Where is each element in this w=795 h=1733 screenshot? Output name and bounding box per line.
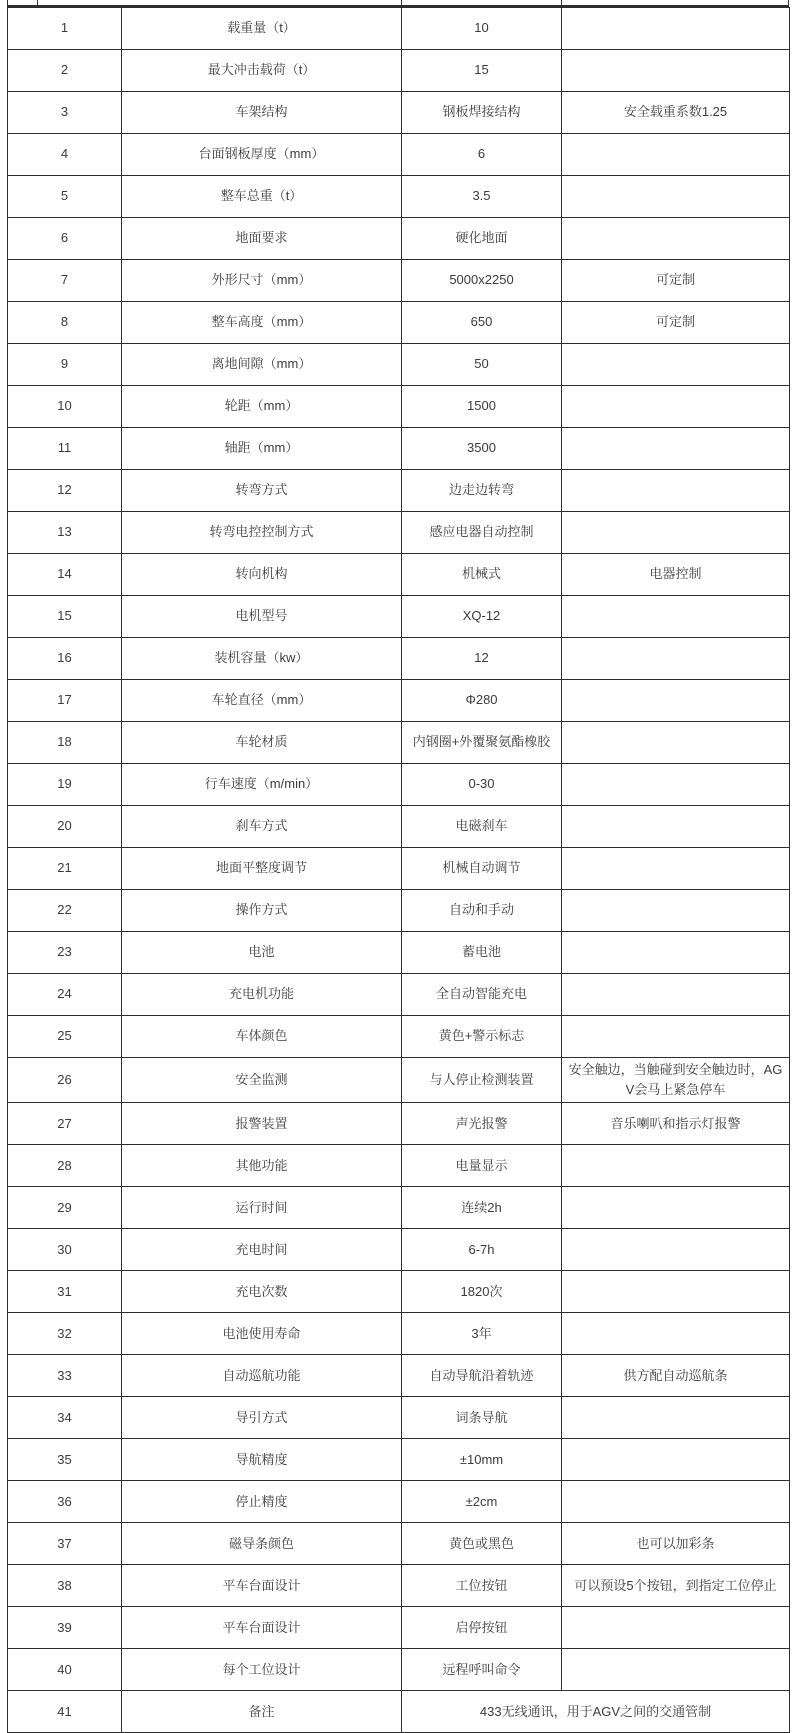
spec-name-cell: 电池	[122, 932, 402, 974]
table-row	[8, 1691, 790, 1733]
spec-note-cell: 音乐喇叭和指示灯报警	[562, 1103, 790, 1145]
table-row	[8, 1313, 790, 1355]
spec-note-cell: 安全载重系数1.25	[562, 92, 790, 134]
spec-name-cell: 装机容量（kw）	[122, 638, 402, 680]
spec-value-cell: Φ280	[402, 680, 562, 722]
table-row	[8, 932, 790, 974]
row-index-cell: 25	[8, 1016, 122, 1058]
row-index-cell: 16	[8, 638, 122, 680]
table-row	[8, 50, 790, 92]
spec-name-cell: 转弯电控控制方式	[122, 512, 402, 554]
spec-value-cell: ±2cm	[402, 1481, 562, 1523]
spec-value-cell: 12	[402, 638, 562, 680]
spec-name-cell: 导航精度	[122, 1439, 402, 1481]
table-row	[8, 680, 790, 722]
row-index-cell: 26	[8, 1058, 122, 1103]
spec-name-cell: 转弯方式	[122, 470, 402, 512]
table-row	[8, 1058, 790, 1103]
row-index-cell: 19	[8, 764, 122, 806]
row-index-cell: 13	[8, 512, 122, 554]
table-row	[8, 1649, 790, 1691]
spec-name-cell: 其他功能	[122, 1145, 402, 1187]
row-index-cell: 1	[8, 8, 122, 50]
table-row	[8, 302, 790, 344]
table-row	[8, 1565, 790, 1607]
spec-name-cell: 充电时间	[122, 1229, 402, 1271]
spec-name-cell: 车轮直径（mm）	[122, 680, 402, 722]
spec-name-cell: 地面要求	[122, 218, 402, 260]
spec-value-cell: 15	[402, 50, 562, 92]
row-index-cell: 10	[8, 386, 122, 428]
spec-note-cell	[562, 890, 790, 932]
spec-name-cell: 电机型号	[122, 596, 402, 638]
spec-value-cell: 内钢圈+外覆聚氨酯橡胶	[402, 722, 562, 764]
spec-value-cell: 边走边转弯	[402, 470, 562, 512]
table-row	[8, 1271, 790, 1313]
spec-note-cell	[562, 806, 790, 848]
spec-value-cell: 10	[402, 8, 562, 50]
spec-name-cell: 行车速度（m/min）	[122, 764, 402, 806]
row-index-cell: 27	[8, 1103, 122, 1145]
spec-value-cell: 声光报警	[402, 1103, 562, 1145]
spec-note-cell: 可以预设5个按钮，到指定工位停止	[562, 1565, 790, 1607]
spec-value-cell: 1500	[402, 386, 562, 428]
row-index-cell: 35	[8, 1439, 122, 1481]
table-row	[8, 1016, 790, 1058]
spec-note-cell	[562, 722, 790, 764]
spec-note-cell	[562, 218, 790, 260]
spec-name-cell: 备注	[122, 1691, 402, 1733]
row-index-cell: 34	[8, 1397, 122, 1439]
row-index-cell: 31	[8, 1271, 122, 1313]
spec-note-cell	[562, 512, 790, 554]
row-index-cell: 9	[8, 344, 122, 386]
spec-note-cell	[562, 596, 790, 638]
spec-value-cell: 钢板焊接结构	[402, 92, 562, 134]
spec-name-cell: 轮距（mm）	[122, 386, 402, 428]
spec-name-cell: 自动巡航功能	[122, 1355, 402, 1397]
spec-name-cell: 充电次数	[122, 1271, 402, 1313]
spec-note-cell	[562, 1649, 790, 1691]
table-row	[8, 1187, 790, 1229]
table-row	[8, 638, 790, 680]
table-row	[8, 764, 790, 806]
row-index-cell: 3	[8, 92, 122, 134]
spec-name-cell: 地面平整度调节	[122, 848, 402, 890]
spec-note-cell	[562, 1187, 790, 1229]
table-row	[8, 806, 790, 848]
spec-note-cell	[562, 428, 790, 470]
divider	[7, 0, 8, 5]
spec-value-cell: 3.5	[402, 176, 562, 218]
spec-table-container	[7, 0, 790, 1733]
spec-value-cell: 黄色或黑色	[402, 1523, 562, 1565]
spec-table-body	[8, 8, 790, 1733]
row-index-cell: 14	[8, 554, 122, 596]
table-row	[8, 596, 790, 638]
spec-value-cell: 机械式	[402, 554, 562, 596]
row-index-cell: 39	[8, 1607, 122, 1649]
table-row	[8, 1145, 790, 1187]
row-index-cell: 28	[8, 1145, 122, 1187]
spec-name-cell: 磁导条颜色	[122, 1523, 402, 1565]
spec-value-cell: 5000x2250	[402, 260, 562, 302]
table-row	[8, 218, 790, 260]
spec-value-cell: 黄色+警示标志	[402, 1016, 562, 1058]
row-index-cell: 41	[8, 1691, 122, 1733]
spec-value-cell: XQ-12	[402, 596, 562, 638]
table-row	[8, 1229, 790, 1271]
spec-value-cell: 启停按钮	[402, 1607, 562, 1649]
row-index-cell: 18	[8, 722, 122, 764]
spec-name-cell: 操作方式	[122, 890, 402, 932]
row-index-cell: 5	[8, 176, 122, 218]
spec-table	[7, 7, 790, 1733]
spec-value-cell: 感应电器自动控制	[402, 512, 562, 554]
spec-name-cell: 每个工位设计	[122, 1649, 402, 1691]
spec-note-cell	[562, 1313, 790, 1355]
row-index-cell: 11	[8, 428, 122, 470]
row-index-cell: 36	[8, 1481, 122, 1523]
table-row	[8, 1397, 790, 1439]
row-index-cell: 22	[8, 890, 122, 932]
row-index-cell: 15	[8, 596, 122, 638]
spec-name-cell: 报警装置	[122, 1103, 402, 1145]
spec-value-cell: ±10mm	[402, 1439, 562, 1481]
table-row	[8, 386, 790, 428]
spec-note-cell	[562, 974, 790, 1016]
row-index-cell: 8	[8, 302, 122, 344]
table-row	[8, 554, 790, 596]
spec-name-cell: 车轮材质	[122, 722, 402, 764]
spec-name-cell: 离地间隙（mm）	[122, 344, 402, 386]
row-index-cell: 6	[8, 218, 122, 260]
row-index-cell: 4	[8, 134, 122, 176]
spec-value-cell: 433无线通讯，用于AGV之间的交通管制	[402, 1691, 790, 1733]
spec-value-cell: 0-30	[402, 764, 562, 806]
spec-note-cell	[562, 1271, 790, 1313]
spec-note-cell	[562, 764, 790, 806]
table-row	[8, 1355, 790, 1397]
spec-value-cell: 连续2h	[402, 1187, 562, 1229]
divider	[788, 0, 789, 5]
spec-note-cell	[562, 932, 790, 974]
spec-note-cell	[562, 1145, 790, 1187]
row-index-cell: 17	[8, 680, 122, 722]
spec-value-cell: 6-7h	[402, 1229, 562, 1271]
spec-value-cell: 3年	[402, 1313, 562, 1355]
table-row	[8, 92, 790, 134]
spec-value-cell: 远程呼叫命令	[402, 1649, 562, 1691]
spec-note-cell: 也可以加彩条	[562, 1523, 790, 1565]
spec-name-cell: 充电机功能	[122, 974, 402, 1016]
spec-name-cell: 导引方式	[122, 1397, 402, 1439]
row-index-cell: 20	[8, 806, 122, 848]
spec-note-cell	[562, 1397, 790, 1439]
spec-name-cell: 安全监测	[122, 1058, 402, 1103]
table-row	[8, 428, 790, 470]
spec-note-cell	[562, 1481, 790, 1523]
spec-name-cell: 电池使用寿命	[122, 1313, 402, 1355]
spec-name-cell: 平车台面设计	[122, 1607, 402, 1649]
spec-value-cell: 全自动智能充电	[402, 974, 562, 1016]
spec-value-cell: 650	[402, 302, 562, 344]
spec-name-cell: 刹车方式	[122, 806, 402, 848]
row-index-cell: 40	[8, 1649, 122, 1691]
table-row	[8, 890, 790, 932]
row-index-cell: 38	[8, 1565, 122, 1607]
spec-value-cell: 3500	[402, 428, 562, 470]
table-row	[8, 260, 790, 302]
spec-note-cell	[562, 1229, 790, 1271]
row-index-cell: 29	[8, 1187, 122, 1229]
spec-name-cell: 转向机构	[122, 554, 402, 596]
spec-note-cell: 安全触边，当触碰到安全触边时，AGV会马上紧急停车	[562, 1058, 790, 1103]
spec-value-cell: 机械自动调节	[402, 848, 562, 890]
spec-value-cell: 6	[402, 134, 562, 176]
spec-value-cell: 电磁刹车	[402, 806, 562, 848]
row-index-cell: 21	[8, 848, 122, 890]
spec-value-cell: 50	[402, 344, 562, 386]
spec-value-cell: 自动导航沿着轨迹	[402, 1355, 562, 1397]
table-row	[8, 512, 790, 554]
spec-value-cell: 电量显示	[402, 1145, 562, 1187]
spec-note-cell	[562, 50, 790, 92]
spec-name-cell: 整车高度（mm）	[122, 302, 402, 344]
cropped-row-remnant	[7, 0, 789, 7]
spec-name-cell: 车架结构	[122, 92, 402, 134]
table-row	[8, 1481, 790, 1523]
row-index-cell: 2	[8, 50, 122, 92]
table-row	[8, 176, 790, 218]
row-index-cell: 30	[8, 1229, 122, 1271]
table-row	[8, 848, 790, 890]
spec-name-cell: 车体颜色	[122, 1016, 402, 1058]
spec-name-cell: 平车台面设计	[122, 1565, 402, 1607]
row-index-cell: 24	[8, 974, 122, 1016]
table-row	[8, 134, 790, 176]
spec-name-cell: 轴距（mm）	[122, 428, 402, 470]
spec-name-cell: 停止精度	[122, 1481, 402, 1523]
spec-note-cell: 电器控制	[562, 554, 790, 596]
table-row	[8, 344, 790, 386]
row-index-cell: 23	[8, 932, 122, 974]
spec-name-cell: 载重量（t）	[122, 8, 402, 50]
spec-value-cell: 1820次	[402, 1271, 562, 1313]
spec-note-cell	[562, 176, 790, 218]
divider	[561, 0, 562, 5]
table-row	[8, 722, 790, 764]
spec-value-cell: 与人停止检测装置	[402, 1058, 562, 1103]
row-index-cell: 32	[8, 1313, 122, 1355]
spec-value-cell: 硬化地面	[402, 218, 562, 260]
spec-name-cell: 运行时间	[122, 1187, 402, 1229]
row-index-cell: 37	[8, 1523, 122, 1565]
spec-value-cell: 自动和手动	[402, 890, 562, 932]
table-row	[8, 1439, 790, 1481]
spec-note-cell	[562, 1607, 790, 1649]
spec-note-cell	[562, 386, 790, 428]
table-row	[8, 1523, 790, 1565]
divider	[401, 0, 402, 5]
spec-name-cell: 整车总重（t）	[122, 176, 402, 218]
row-index-cell: 33	[8, 1355, 122, 1397]
spec-name-cell: 最大冲击载荷（t）	[122, 50, 402, 92]
spec-note-cell	[562, 1439, 790, 1481]
spec-value-cell: 工位按钮	[402, 1565, 562, 1607]
spec-name-cell: 台面钢板厚度（mm）	[122, 134, 402, 176]
spec-note-cell	[562, 848, 790, 890]
divider	[37, 0, 38, 5]
table-row	[8, 8, 790, 50]
spec-note-cell	[562, 1016, 790, 1058]
spec-name-cell: 外形尺寸（mm）	[122, 260, 402, 302]
spec-note-cell	[562, 680, 790, 722]
table-row	[8, 1607, 790, 1649]
spec-value-cell: 蓄电池	[402, 932, 562, 974]
spec-note-cell	[562, 344, 790, 386]
table-row	[8, 470, 790, 512]
table-row	[8, 1103, 790, 1145]
spec-note-cell	[562, 470, 790, 512]
spec-note-cell: 可定制	[562, 302, 790, 344]
spec-note-cell	[562, 134, 790, 176]
spec-note-cell	[562, 8, 790, 50]
spec-note-cell: 供方配自动巡航条	[562, 1355, 790, 1397]
row-index-cell: 12	[8, 470, 122, 512]
spec-note-cell	[562, 638, 790, 680]
spec-note-cell: 可定制	[562, 260, 790, 302]
spec-value-cell: 词条导航	[402, 1397, 562, 1439]
table-row	[8, 974, 790, 1016]
row-index-cell: 7	[8, 260, 122, 302]
